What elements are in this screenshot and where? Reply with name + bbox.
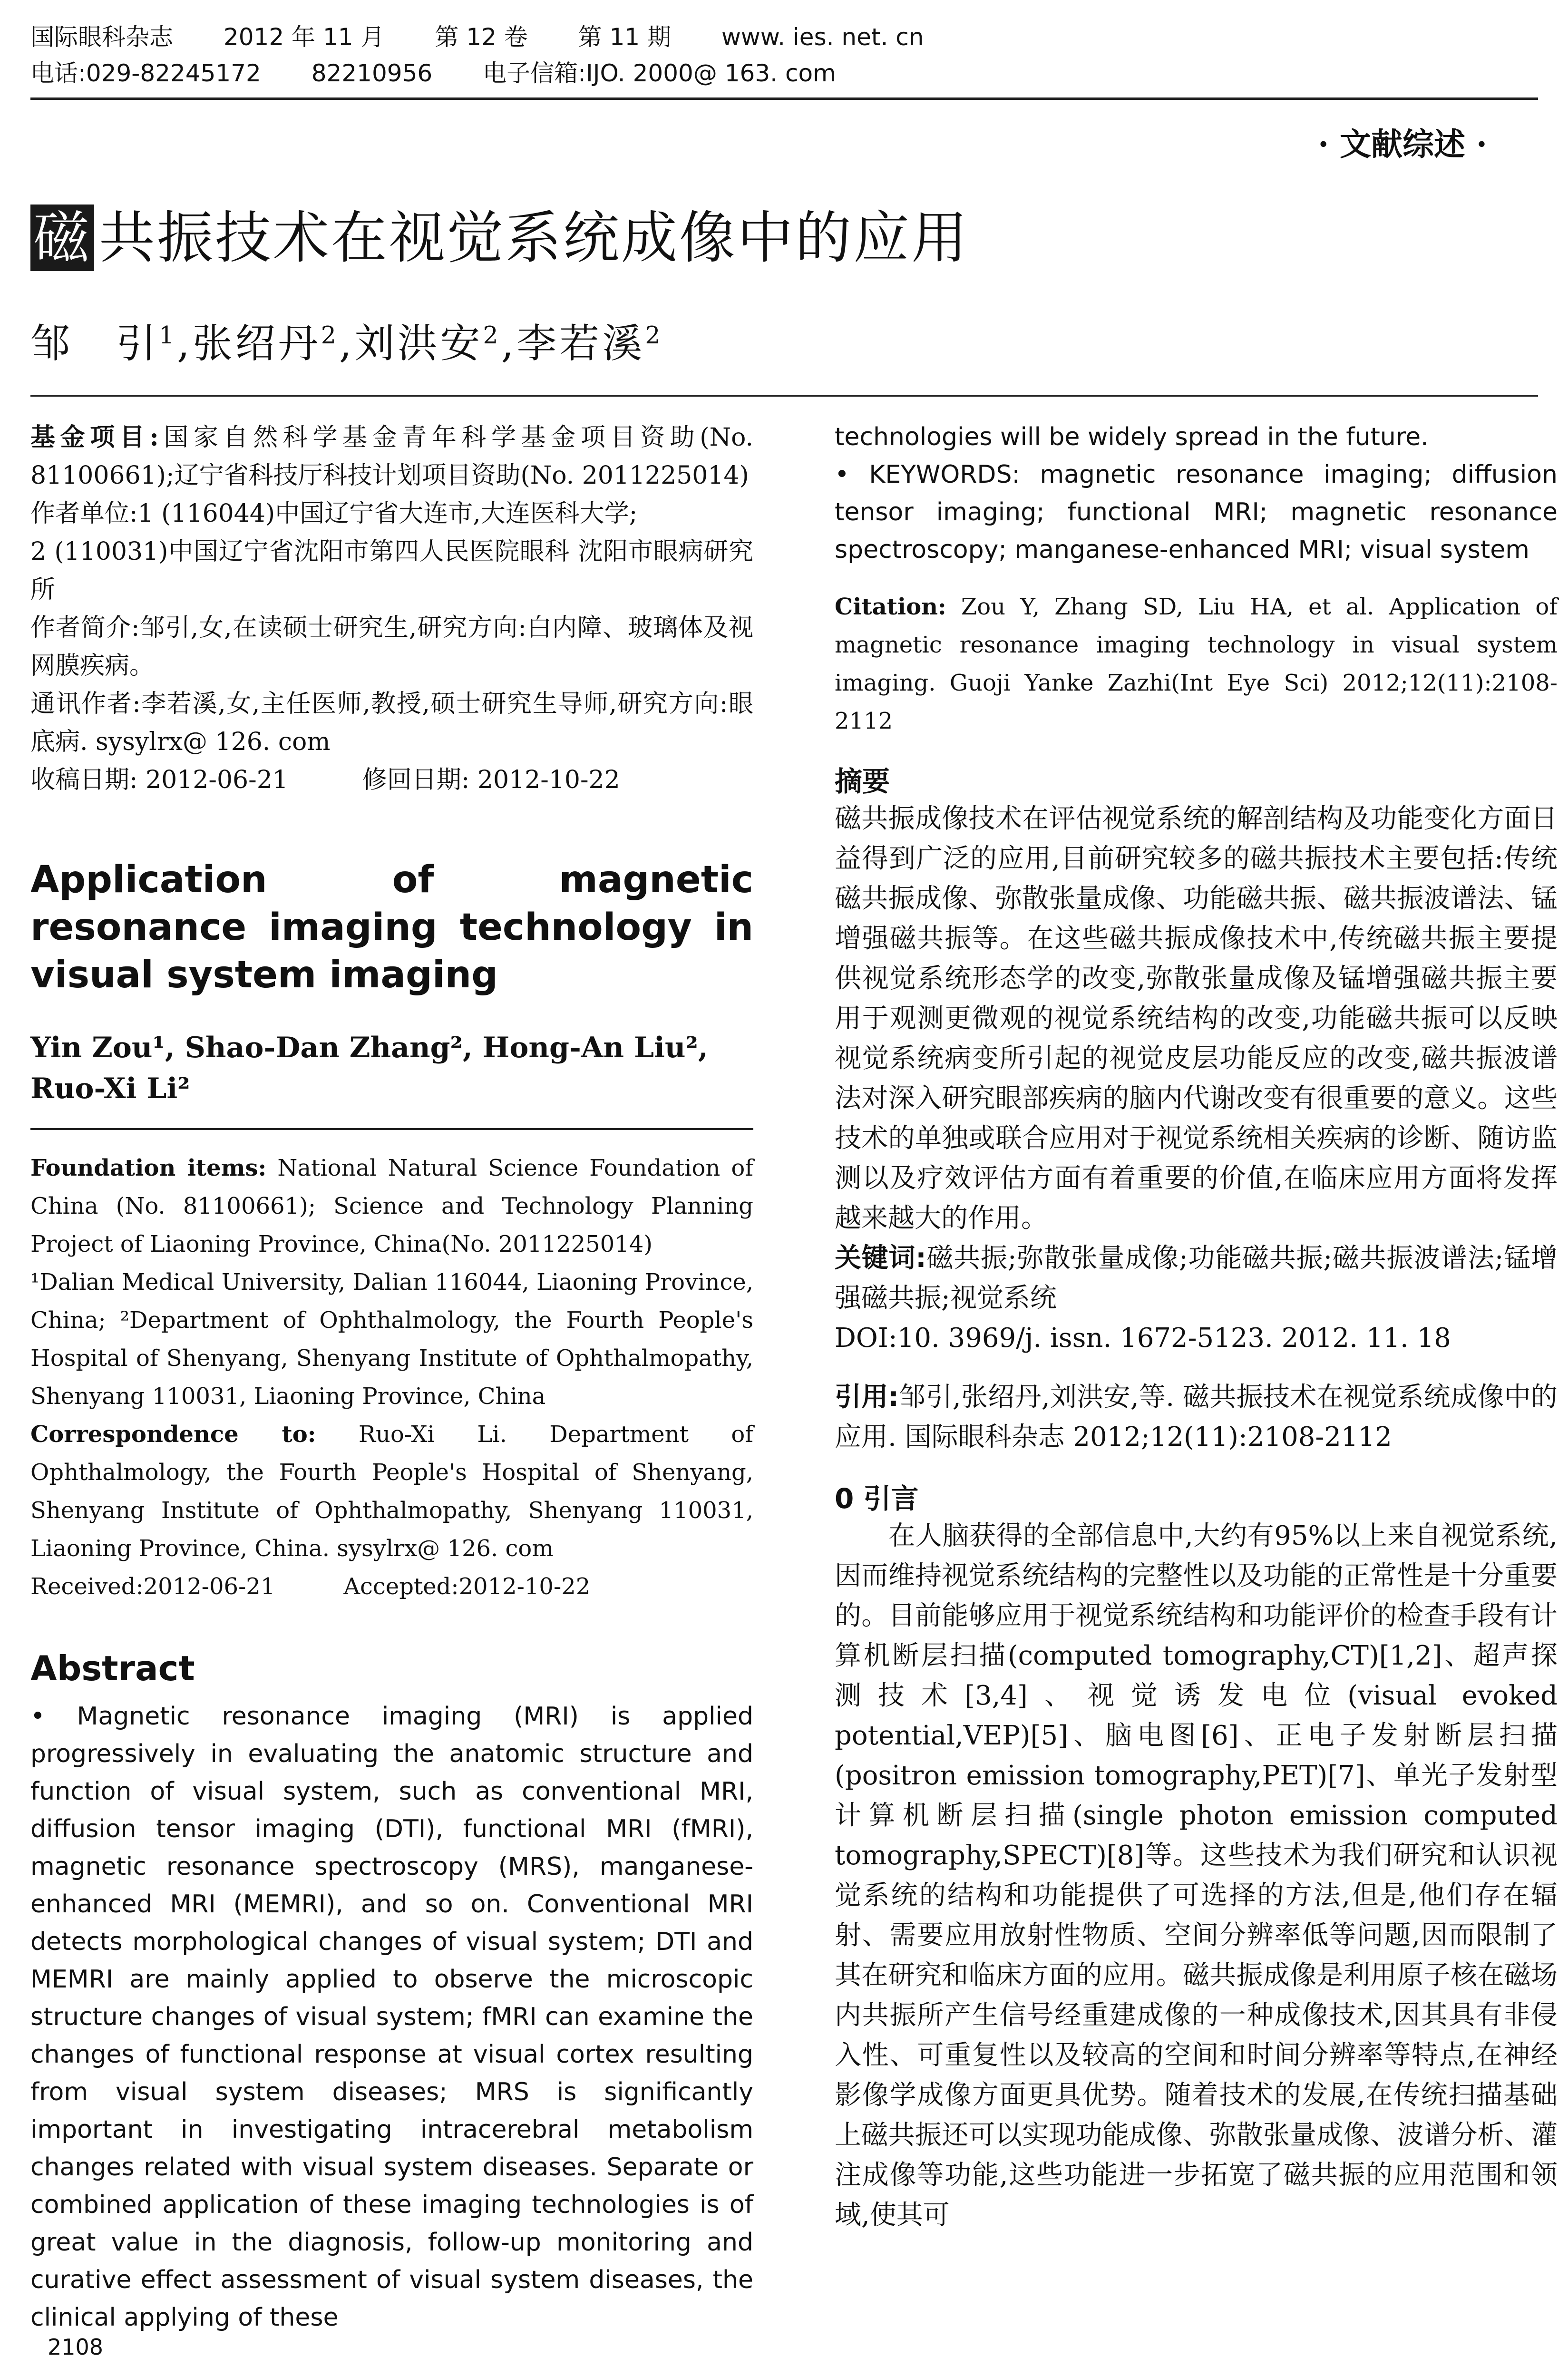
article-title [30,205,969,271]
abstract-heading: Abstract [30,1648,195,1688]
bio-label: 作者简介: [30,614,140,642]
page-number: 2108 [48,2334,104,2360]
masthead-divider [30,97,1538,100]
header-divider [30,395,1538,397]
title-first-char: 磁 [30,205,94,271]
corr-en-label: Correspondence to: [30,1421,316,1448]
citation-text: Zou Y, Zhang SD, Liu HA, et al. Application of magnetic resonance imaging technology in visual system imaging. Guoji Yanke Zazhi(Int Eye Sci) 2012;12(11):2108-2112 [835,594,1558,734]
left-column [30,419,753,2337]
intro-text: 在人脑获得的全部信息中,大约有95%以上来自视觉系统,因而维持视觉系统结构的完整性以及功能的正常性是十分重要的。目前能够应用于视觉系统结构和功能评价的检查手段有计算机断层扫描(computed tomography,CT)[1,2]、超声探测技术[3,4]、视觉诱发电位(visual evoked potential,VEP)[5]、脑电图[6]、正电子发射断层扫描(positron emission tomography,PET)[7]、单光子发射型计算机断层扫描(single photon emission computed tomography,SPECT)[8]等。这些技术为我们研究和认识视觉系统的结构和功能提供了可选择的方法,但是,他们存在辐射、需要应用放射性物质、空间分辨率低等问题,因而限制了其在研究和临床方面的应用。磁共振成像是利用原子核在磁场内共振所产生信号经重建成像的一种成像技术,因其具有非侵入性、可重复性以及较高的空间和时间分辨率等特点,在神经影像学成像方面更具优势。随着技术的发展,在传统扫描基础上磁共振还可以实现功能成像、弥散张量成像、波谱分析、灌注成像等功能,这些功能进一步拓宽了磁共振的应用范围和领域,使其可 [835,1520,1558,2231]
journal-name: 国际眼科杂志 [30,23,173,51]
affil-text-1: 1 (116044)中国辽宁省大连市,大连医科大学; [137,499,638,528]
corr-text: 李若溪,女,主任医师,教授,硕士研究生导师,研究方向:眼底病. sysylrx@ 126. com [30,690,753,756]
author-2-sup: 2 [321,321,339,349]
abstract-continued: technologies will be widely spread in the future. [835,423,1429,451]
keywords-en: • KEYWORDS: magnetic resonance imaging; diffusion tensor imaging; functional MRI; magnetic resonance spectroscopy; manganese-enhanced MRI; visual system [835,460,1558,564]
doi[interactable]: DOI:10. 3969/j. issn. 1672-5123. 2012. 11. 18 [835,1323,1451,1354]
author-2: ,张绍丹 [177,320,321,367]
corr-en-text: Ruo-Xi Li. Department of Ophthalmology, the Fourth People's Hospital of Shenyang, Shenyang Institute of Ophthalmopathy, Shenyang 110031, Liaoning Province, China. sysylrx@ 126. com [30,1421,753,1562]
phone-2: 82210956 [311,59,433,87]
author-1: 邹 引 [30,320,159,367]
received-accepted: Received:2012-06-21 Accepted:2012-10-22 [30,1573,591,1600]
corr-label: 通讯作者: [30,690,141,718]
foundation-text: 国家自然科学基金青年科学基金项目资助(No. 81100661);辽宁省科技厅科技计划项目资助(No. 2011225014) [30,423,753,490]
section-label: · 文献综述 · [1318,126,1487,163]
author-4-sup: 2 [645,321,663,349]
author-3-sup: 2 [483,321,501,349]
correspondence-en [30,1415,753,1568]
issue-date: 2012 年 11 月 [223,23,385,51]
intro-heading: 0 引言 [835,1482,919,1515]
affiliation-cn [30,495,753,609]
phone: 电话:029-82245172 [30,59,261,87]
masthead [30,19,1538,91]
english-authors: Yin Zou¹, Shao-Dan Zhang², Hong-An Liu², Ruo-Xi Li² [30,1031,708,1105]
citation-label: Citation: [835,594,946,620]
summary-heading: 摘要 [835,765,890,798]
keywords-cn [835,1238,1558,1318]
author-1-sup: 1 [159,321,177,349]
foundation-cn [30,419,753,495]
author-4: ,李若溪 [501,320,645,367]
right-column [835,419,1558,2235]
authors-cn [30,312,663,369]
english-title: Application of magnetic resonance imaging technology in visual system imaging [30,858,753,996]
issue-number: 第 11 期 [578,23,672,51]
corresponding-cn [30,685,753,761]
email[interactable]: 电子信箱:IJO. 2000@ 163. com [483,59,836,87]
keywords-cn-label: 关键词: [835,1243,926,1274]
bio-text: 邹引,女,在读硕士研究生,研究方向:白内障、玻璃体及视网膜疾病。 [30,614,753,680]
cite-cn-text: 邹引,张绍丹,刘洪安,等. 磁共振技术在视觉系统成像中的应用. 国际眼科杂志 2012;12(11):2108-2112 [835,1382,1558,1452]
bio-cn [30,609,753,685]
foundation-en [30,1149,753,1263]
title-rest: 共振技术在视觉系统成像中的应用 [99,205,970,271]
keywords-cn-text: 磁共振;弥散张量成像;功能磁共振;磁共振波谱法;锰增强磁共振;视觉系统 [835,1243,1558,1314]
found-en-text: National Natural Science Foundation of China (No. 81100661); Science and Technology Planning Project of Liaoning Province, China(No. 2011225014) [30,1155,754,1257]
affiliation-en: ¹Dalian Medical University, Dalian 116044, Liaoning Province, China; ²Department of Ophthalmology, the Fourth People's Hospital of Shenyang, Shenyang Institute of Ophthalmopathy, Shenyang 110031, Liaoning Province, China [30,1269,753,1410]
citation-en [835,588,1558,740]
authors-divider [30,1128,753,1130]
volume: 第 12 卷 [435,23,528,51]
summary-text: 磁共振成像技术在评估视觉系统的解剖结构及功能变化方面日益得到广泛的应用,目前研究较多的磁共振技术主要包括:传统磁共振成像、弥散张量成像、功能磁共振、磁共振波谱法、锰增强磁共振等。在这些磁共振成像技术中,传统磁共振主要提供视觉系统形态学的改变,弥散张量成像及锰增强磁共振主要用于观测更微观的视觉系统结构的改变,功能磁共振可以反映视觉系统病变所引起的视觉皮层功能反应的改变,磁共振波谱法对深入研究眼部疾病的脑内代谢改变有很重要的意义。这些技术的单独或联合应用对于视觉系统相关疾病的诊断、随访监测以及疗效评估方面有着重要的价值,在临床应用方面将发挥越来越大的作用。 [835,803,1558,1234]
cite-cn-label: 引用: [835,1382,899,1413]
found-en-label: Foundation items: [30,1155,267,1181]
affil-label: 作者单位: [30,499,138,528]
author-3: ,刘洪安 [339,320,483,367]
abstract-text: • Magnetic resonance imaging (MRI) is applied progressively in evaluating the anatomic structure and function of visual system, such as conventional MRI, diffusion tensor imaging (DTI), functional MRI (fMRI), magnetic resonance spectroscopy (MRS), manganese-enhanced MRI (MEMRI), and so on. Conventional MRI detects morphological changes of visual system; DTI and MEMRI are mainly applied to observe the microscopic structure changes of visual system; fMRI can examine the changes of functional response at visual cortex resulting from visual system diseases; MRS is significantly important in investigating intracerebral metabolism changes related with visual system diseases. Separate or combined application of these imaging technologies is of great value in the diagnosis, follow-up monitoring and curative effect assessment of visual system diseases, the clinical applying of these [30,1702,753,2332]
cite-cn [835,1377,1558,1457]
foundation-label: 基金项目: [30,423,159,452]
affil-text-2: 2 (110031)中国辽宁省沈阳市第四人民医院眼科 沈阳市眼病研究所 [30,537,753,604]
dates-cn: 收稿日期: 2012-06-21 修回日期: 2012-10-22 [30,766,620,794]
website[interactable]: www. ies. net. cn [721,23,924,51]
